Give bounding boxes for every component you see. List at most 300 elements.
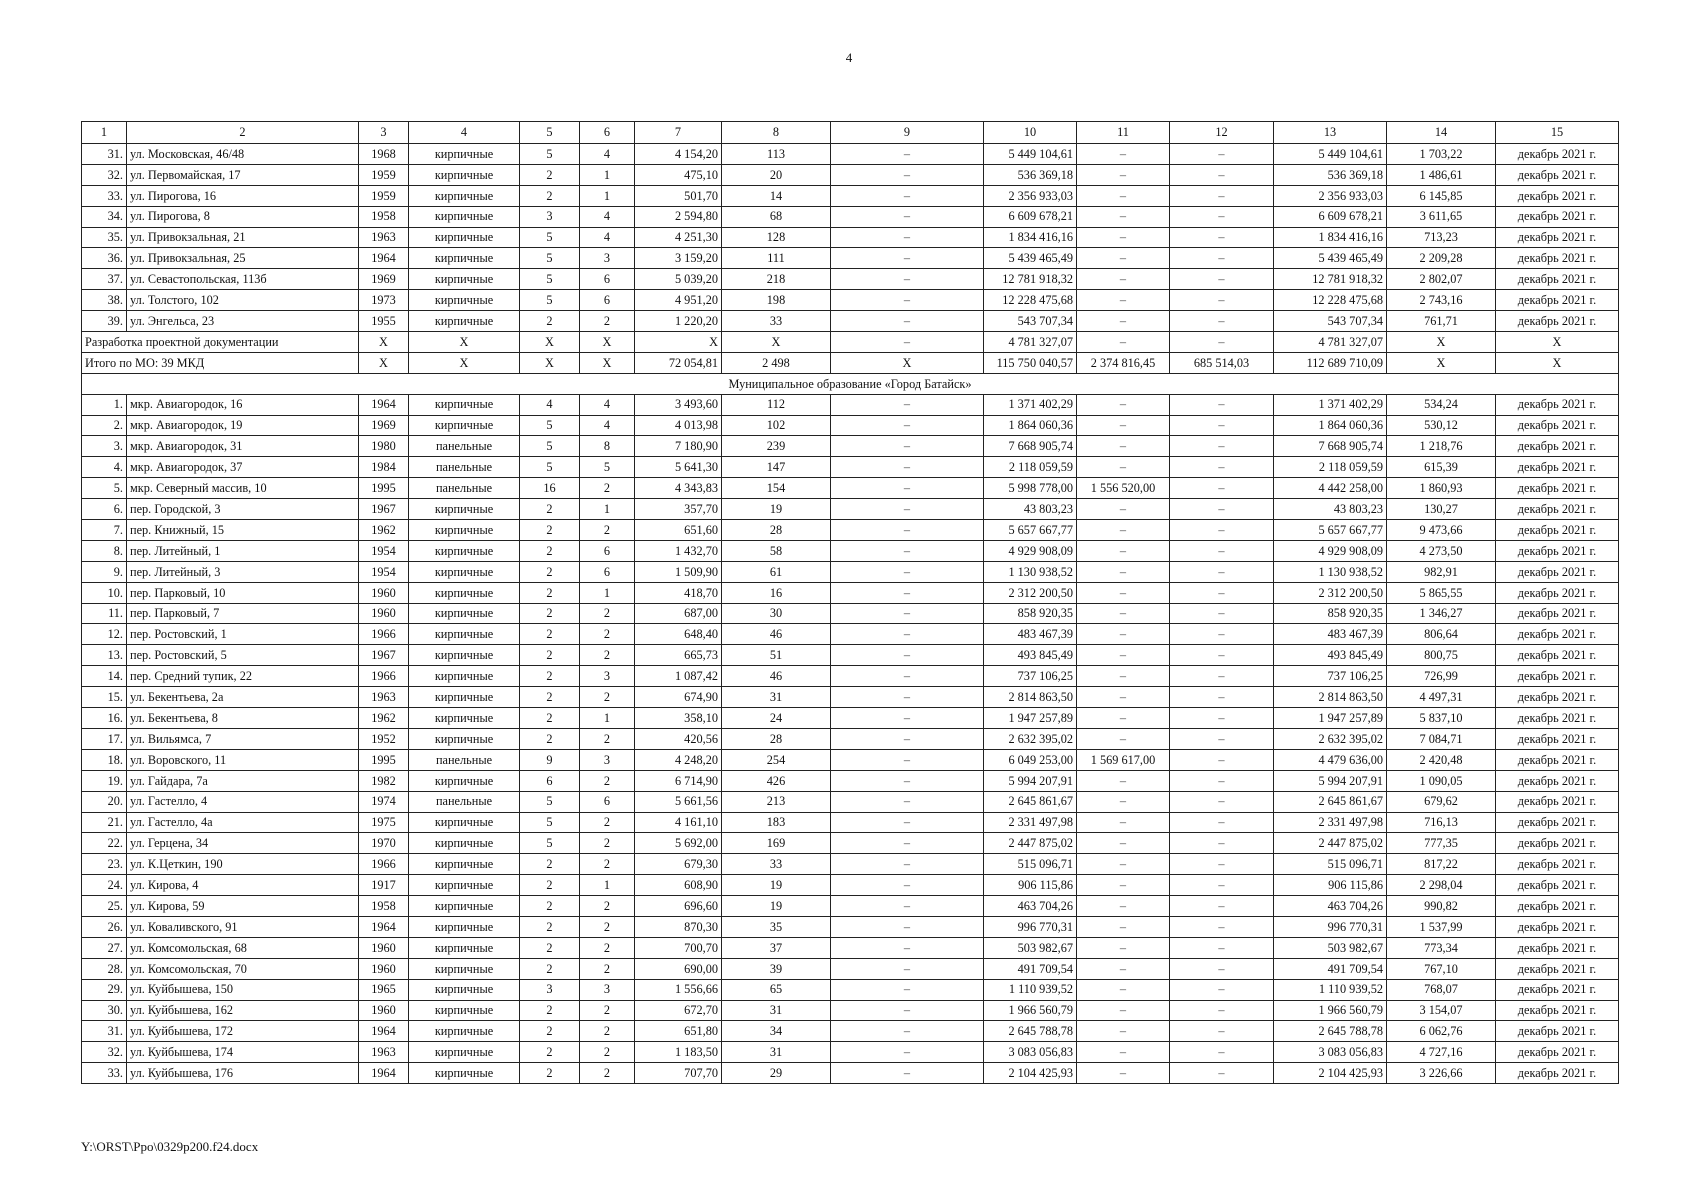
table-cell: 2 420,48 xyxy=(1387,749,1496,770)
table-cell: – xyxy=(1077,875,1170,896)
table-cell: 418,70 xyxy=(635,582,722,603)
table-cell: декабрь 2021 г. xyxy=(1496,687,1619,708)
table-cell: 6 062,76 xyxy=(1387,1021,1496,1042)
table-cell: 43 803,23 xyxy=(984,499,1077,520)
table-cell: 1960 xyxy=(359,1000,409,1021)
table-cell: 2 xyxy=(520,540,580,561)
table-cell: 1 218,76 xyxy=(1387,436,1496,457)
table-cell: – xyxy=(1170,958,1274,979)
table-cell: 6 xyxy=(520,770,580,791)
table-cell: – xyxy=(1170,457,1274,478)
table-cell: 5 xyxy=(520,791,580,812)
table-cell: 483 467,39 xyxy=(1274,624,1387,645)
table-cell: декабрь 2021 г. xyxy=(1496,979,1619,1000)
table-row xyxy=(82,499,1619,520)
table-cell: – xyxy=(1077,436,1170,457)
table-cell: декабрь 2021 г. xyxy=(1496,499,1619,520)
table-cell: – xyxy=(1077,770,1170,791)
table-cell: 5 xyxy=(520,812,580,833)
table-cell: 2 xyxy=(580,1042,635,1063)
table-cell: ул. Гастелло, 4а xyxy=(127,812,359,833)
table-cell: 30 xyxy=(722,603,831,624)
table-cell: 239 xyxy=(722,436,831,457)
table-cell: – xyxy=(1170,603,1274,624)
table-cell: – xyxy=(831,1042,984,1063)
table-cell: 7 668 905,74 xyxy=(1274,436,1387,457)
table-cell: декабрь 2021 г. xyxy=(1496,1042,1619,1063)
table-cell: 65 xyxy=(722,979,831,1000)
table-cell: 679,30 xyxy=(635,854,722,875)
table-cell: 5 837,10 xyxy=(1387,708,1496,729)
table-cell: 18. xyxy=(82,749,127,770)
table-cell: 2 xyxy=(520,311,580,332)
table-cell: – xyxy=(1077,812,1170,833)
table-cell: кирпичные xyxy=(409,269,520,290)
table-cell: 9 xyxy=(520,749,580,770)
table-cell: 15. xyxy=(82,687,127,708)
table-cell: 2 645 861,67 xyxy=(984,791,1077,812)
table-cell: – xyxy=(831,227,984,248)
table-cell: 4 xyxy=(580,144,635,165)
table-cell: 463 704,26 xyxy=(1274,896,1387,917)
table-cell: кирпичные xyxy=(409,1063,520,1084)
table-cell: 761,71 xyxy=(1387,311,1496,332)
table-cell: – xyxy=(831,749,984,770)
table-cell: 608,90 xyxy=(635,875,722,896)
table-cell: 687,00 xyxy=(635,603,722,624)
table-cell: 4 xyxy=(580,394,635,415)
table-cell: 25. xyxy=(82,896,127,917)
table-cell: 26. xyxy=(82,916,127,937)
table-cell: кирпичные xyxy=(409,144,520,165)
table-cell: 534,24 xyxy=(1387,394,1496,415)
table-cell: кирпичные xyxy=(409,499,520,520)
column-number: 6 xyxy=(580,122,635,144)
table-cell: 2 xyxy=(580,520,635,541)
column-number: 14 xyxy=(1387,122,1496,144)
column-number: 9 xyxy=(831,122,984,144)
table-cell: 5 998 778,00 xyxy=(984,478,1077,499)
table-cell: ул. Первомайская, 17 xyxy=(127,164,359,185)
table-cell: 1 087,42 xyxy=(635,666,722,687)
table-cell: 4. xyxy=(82,457,127,478)
table-cell: 1 834 416,16 xyxy=(1274,227,1387,248)
table-cell: – xyxy=(831,520,984,541)
table-cell: 43 803,23 xyxy=(1274,499,1387,520)
table-cell: – xyxy=(831,1000,984,1021)
table-cell: 3 xyxy=(580,248,635,269)
table-cell: 806,64 xyxy=(1387,624,1496,645)
table-cell: 31. xyxy=(82,1021,127,1042)
table-cell: 2 447 875,02 xyxy=(984,833,1077,854)
table-cell: 13. xyxy=(82,645,127,666)
table-cell: ул. Комсомольская, 68 xyxy=(127,937,359,958)
table-cell: – xyxy=(831,833,984,854)
table-cell: 1974 xyxy=(359,791,409,812)
table-row xyxy=(82,749,1619,770)
table-cell: – xyxy=(831,896,984,917)
table-cell: 4 xyxy=(580,415,635,436)
table-cell: 2 xyxy=(520,645,580,666)
table-cell: 8 xyxy=(580,436,635,457)
table-cell: декабрь 2021 г. xyxy=(1496,457,1619,478)
table-cell: 2 118 059,59 xyxy=(1274,457,1387,478)
table-cell: 2 xyxy=(520,708,580,729)
table-cell: 2 104 425,93 xyxy=(984,1063,1077,1084)
table-row xyxy=(82,269,1619,290)
table-cell: 14. xyxy=(82,666,127,687)
table-cell: 4 442 258,00 xyxy=(1274,478,1387,499)
table-cell: 115 750 040,57 xyxy=(984,352,1077,373)
table-cell: ул. Бекентьева, 8 xyxy=(127,708,359,729)
table-cell: – xyxy=(1170,875,1274,896)
table-cell: 39. xyxy=(82,311,127,332)
table-cell: 5 xyxy=(520,436,580,457)
table-body xyxy=(82,122,1619,1084)
table-cell: – xyxy=(1170,520,1274,541)
table-cell: – xyxy=(831,332,984,353)
table-cell: 2 118 059,59 xyxy=(984,457,1077,478)
table-cell: 1960 xyxy=(359,958,409,979)
table-row xyxy=(82,958,1619,979)
table-cell: – xyxy=(831,937,984,958)
table-cell: – xyxy=(831,206,984,227)
table-cell: декабрь 2021 г. xyxy=(1496,770,1619,791)
table-cell: декабрь 2021 г. xyxy=(1496,269,1619,290)
table-cell: 111 xyxy=(722,248,831,269)
table-row xyxy=(82,708,1619,729)
table-cell: 2 632 395,02 xyxy=(984,728,1077,749)
table-cell: пер. Литейный, 1 xyxy=(127,540,359,561)
table-cell: 493 845,49 xyxy=(1274,645,1387,666)
table-cell: – xyxy=(1077,144,1170,165)
table-cell: 651,60 xyxy=(635,520,722,541)
section-title: Муниципальное образование «Город Батайск» xyxy=(82,373,1619,394)
table-cell: – xyxy=(1170,499,1274,520)
table-row xyxy=(82,457,1619,478)
table-cell: ул. Пирогова, 16 xyxy=(127,185,359,206)
table-cell: – xyxy=(831,311,984,332)
table-cell: 737 106,25 xyxy=(984,666,1077,687)
table-cell: X xyxy=(580,332,635,353)
table-cell: – xyxy=(1170,708,1274,729)
table-cell: – xyxy=(1170,812,1274,833)
table-cell: 1995 xyxy=(359,478,409,499)
table-cell: 1962 xyxy=(359,520,409,541)
table-cell: 6. xyxy=(82,499,127,520)
table-cell: 4 781 327,07 xyxy=(1274,332,1387,353)
table-cell: 1 346,27 xyxy=(1387,603,1496,624)
table-cell: кирпичные xyxy=(409,185,520,206)
table-cell: 5 xyxy=(520,269,580,290)
table-cell: 726,99 xyxy=(1387,666,1496,687)
table-cell: кирпичные xyxy=(409,582,520,603)
table-cell: декабрь 2021 г. xyxy=(1496,666,1619,687)
table-cell: 2 356 933,03 xyxy=(1274,185,1387,206)
table-cell: X xyxy=(1496,352,1619,373)
table-cell: 254 xyxy=(722,749,831,770)
table-cell: 696,60 xyxy=(635,896,722,917)
table-cell: кирпичные xyxy=(409,937,520,958)
table-cell: 858 920,35 xyxy=(984,603,1077,624)
table-cell: 665,73 xyxy=(635,645,722,666)
table-cell: – xyxy=(1170,645,1274,666)
table-cell: – xyxy=(1170,206,1274,227)
table-cell: 2 743,16 xyxy=(1387,290,1496,311)
table-cell: кирпичные xyxy=(409,624,520,645)
table-cell: 3 xyxy=(580,666,635,687)
table-cell: 4 497,31 xyxy=(1387,687,1496,708)
table-cell: 1 090,05 xyxy=(1387,770,1496,791)
table-cell: ул. Кирова, 59 xyxy=(127,896,359,917)
table-cell: 1 432,70 xyxy=(635,540,722,561)
table-row xyxy=(82,770,1619,791)
table-cell: – xyxy=(1170,332,1274,353)
table-cell: 4 951,20 xyxy=(635,290,722,311)
table-cell: 5 xyxy=(520,144,580,165)
table-cell: декабрь 2021 г. xyxy=(1496,791,1619,812)
table-cell: кирпичные xyxy=(409,227,520,248)
table-cell: 5 xyxy=(520,227,580,248)
table-cell: кирпичные xyxy=(409,1021,520,1042)
table-cell: 5 xyxy=(580,457,635,478)
table-cell: 1959 xyxy=(359,164,409,185)
table-cell: панельные xyxy=(409,436,520,457)
table-cell: 3 226,66 xyxy=(1387,1063,1496,1084)
table-cell: 685 514,03 xyxy=(1170,352,1274,373)
table-cell: кирпичные xyxy=(409,206,520,227)
table-row xyxy=(82,875,1619,896)
table-cell: 1967 xyxy=(359,499,409,520)
table-cell: ул. Коваливского, 91 xyxy=(127,916,359,937)
table-cell: – xyxy=(1170,290,1274,311)
housing-repair-table xyxy=(81,121,1619,1084)
table-cell: 2 xyxy=(520,728,580,749)
table-cell: ул. Энгельса, 23 xyxy=(127,311,359,332)
table-cell: 218 xyxy=(722,269,831,290)
table-cell: кирпичные xyxy=(409,248,520,269)
table-cell: 2 xyxy=(520,937,580,958)
table-cell: – xyxy=(1170,1042,1274,1063)
table-cell: 38. xyxy=(82,290,127,311)
table-cell: ул. Гайдара, 7а xyxy=(127,770,359,791)
table-cell: – xyxy=(1170,791,1274,812)
table-cell: – xyxy=(831,457,984,478)
column-number: 3 xyxy=(359,122,409,144)
table-cell: ул. Воровского, 11 xyxy=(127,749,359,770)
table-cell: 1 947 257,89 xyxy=(984,708,1077,729)
table-cell: 2 xyxy=(580,958,635,979)
table-cell: ул. К.Цеткин, 190 xyxy=(127,854,359,875)
table-cell: 2 xyxy=(580,478,635,499)
table-cell: – xyxy=(1170,164,1274,185)
column-number: 10 xyxy=(984,122,1077,144)
table-cell: 2 xyxy=(520,1000,580,1021)
table-row xyxy=(82,1042,1619,1063)
table-row xyxy=(82,206,1619,227)
table-cell: – xyxy=(1077,269,1170,290)
table-cell: 1. xyxy=(82,394,127,415)
table-cell: 4 727,16 xyxy=(1387,1042,1496,1063)
table-cell: ул. Московская, 46/48 xyxy=(127,144,359,165)
table-cell: 2 xyxy=(580,311,635,332)
table-cell: 4 161,10 xyxy=(635,812,722,833)
table-cell: 2 xyxy=(580,812,635,833)
table-cell: 674,90 xyxy=(635,687,722,708)
table-row xyxy=(82,311,1619,332)
table-cell: декабрь 2021 г. xyxy=(1496,185,1619,206)
table-cell: – xyxy=(831,875,984,896)
table-cell: 2 xyxy=(520,666,580,687)
table-cell: 7 180,90 xyxy=(635,436,722,457)
table-cell: 32. xyxy=(82,164,127,185)
table-cell: 102 xyxy=(722,415,831,436)
table-cell: 1917 xyxy=(359,875,409,896)
table-cell: 30. xyxy=(82,1000,127,1021)
table-cell: кирпичные xyxy=(409,728,520,749)
table-cell: – xyxy=(1170,1021,1274,1042)
table-cell: – xyxy=(831,1021,984,1042)
table-row xyxy=(82,812,1619,833)
table-cell: 2 xyxy=(520,164,580,185)
table-cell: кирпичные xyxy=(409,979,520,1000)
table-cell: кирпичные xyxy=(409,854,520,875)
section-title-row xyxy=(82,373,1619,394)
table-cell: – xyxy=(831,854,984,875)
table-cell: – xyxy=(1170,478,1274,499)
table-cell: 1 220,20 xyxy=(635,311,722,332)
table-cell: декабрь 2021 г. xyxy=(1496,875,1619,896)
table-cell: пер. Парковый, 7 xyxy=(127,603,359,624)
table-cell: 503 982,67 xyxy=(984,937,1077,958)
table-cell: 5 039,20 xyxy=(635,269,722,290)
table-cell: 2 xyxy=(520,499,580,520)
table-cell: – xyxy=(1170,144,1274,165)
table-cell: – xyxy=(1077,603,1170,624)
table-cell: 2 xyxy=(580,1000,635,1021)
table-cell: ул. Севастопольская, 113б xyxy=(127,269,359,290)
table-row xyxy=(82,666,1619,687)
table-cell: кирпичные xyxy=(409,896,520,917)
table-cell: – xyxy=(1077,979,1170,1000)
table-cell: кирпичные xyxy=(409,916,520,937)
table-cell: 183 xyxy=(722,812,831,833)
table-cell: 2 312 200,50 xyxy=(1274,582,1387,603)
table-cell: – xyxy=(1077,520,1170,541)
table-cell: 817,22 xyxy=(1387,854,1496,875)
table-cell: – xyxy=(1077,958,1170,979)
table-cell: декабрь 2021 г. xyxy=(1496,478,1619,499)
table-cell: кирпичные xyxy=(409,875,520,896)
table-cell: – xyxy=(1170,916,1274,937)
table-cell: 3 xyxy=(580,979,635,1000)
table-cell: 58 xyxy=(722,540,831,561)
table-cell: – xyxy=(831,436,984,457)
table-cell: 4 154,20 xyxy=(635,144,722,165)
table-cell: 5 865,55 xyxy=(1387,582,1496,603)
table-cell: 130,27 xyxy=(1387,499,1496,520)
table-cell: 4 273,50 xyxy=(1387,540,1496,561)
table-cell: – xyxy=(1077,708,1170,729)
table-cell: 5 994 207,91 xyxy=(1274,770,1387,791)
table-cell: 28 xyxy=(722,520,831,541)
table-cell: 777,35 xyxy=(1387,833,1496,854)
table-cell: X xyxy=(359,352,409,373)
table-cell: 2 xyxy=(520,624,580,645)
table-cell: кирпичные xyxy=(409,311,520,332)
table-cell: 37 xyxy=(722,937,831,958)
table-cell: 39 xyxy=(722,958,831,979)
table-cell: 1959 xyxy=(359,185,409,206)
table-cell: – xyxy=(831,415,984,436)
table-cell: – xyxy=(1170,937,1274,958)
table-cell: 6 xyxy=(580,561,635,582)
table-cell: 12 781 918,32 xyxy=(1274,269,1387,290)
file-path: Y:\ORST\Ppo\0329p200.f24.docx xyxy=(81,1139,259,1154)
table-cell: 16 xyxy=(520,478,580,499)
table-cell: – xyxy=(831,269,984,290)
table-cell: 2 645 788,78 xyxy=(984,1021,1077,1042)
table-cell: 1 183,50 xyxy=(635,1042,722,1063)
table-cell: ул. Пирогова, 8 xyxy=(127,206,359,227)
table-cell: 1 864 060,36 xyxy=(984,415,1077,436)
table-cell: кирпичные xyxy=(409,540,520,561)
table-cell: 6 xyxy=(580,290,635,311)
table-cell: – xyxy=(1077,645,1170,666)
table-cell: 6 145,85 xyxy=(1387,185,1496,206)
table-cell: 800,75 xyxy=(1387,645,1496,666)
table-cell: 530,12 xyxy=(1387,415,1496,436)
table-cell: 12 228 475,68 xyxy=(984,290,1077,311)
table-cell: 1 xyxy=(580,185,635,206)
table-cell: 1954 xyxy=(359,561,409,582)
table-cell: 1 569 617,00 xyxy=(1077,749,1170,770)
table-cell: 19. xyxy=(82,770,127,791)
table-cell: 491 709,54 xyxy=(984,958,1077,979)
table-cell: 4 781 327,07 xyxy=(984,332,1077,353)
table-cell: 2 331 497,98 xyxy=(1274,812,1387,833)
table-cell: 2 xyxy=(520,854,580,875)
table-row xyxy=(82,916,1619,937)
table-cell: пер. Литейный, 3 xyxy=(127,561,359,582)
table-cell: – xyxy=(831,478,984,499)
table-cell: 2 xyxy=(520,916,580,937)
table-cell: 31 xyxy=(722,1042,831,1063)
table-cell: 768,07 xyxy=(1387,979,1496,1000)
table-cell: 1966 xyxy=(359,666,409,687)
table-row xyxy=(82,833,1619,854)
table-cell: 2 xyxy=(580,1021,635,1042)
table-cell: декабрь 2021 г. xyxy=(1496,540,1619,561)
table-cell: – xyxy=(1170,979,1274,1000)
table-cell: 3. xyxy=(82,436,127,457)
table-cell: ул. Куйбышева, 174 xyxy=(127,1042,359,1063)
table-cell: X xyxy=(520,332,580,353)
table-cell: 6 xyxy=(580,269,635,290)
table-cell: кирпичные xyxy=(409,394,520,415)
table-cell: 1 110 939,52 xyxy=(984,979,1077,1000)
table-cell: 5 xyxy=(520,457,580,478)
table-cell: 1966 xyxy=(359,624,409,645)
table-cell: 2 xyxy=(580,833,635,854)
table-cell: 707,70 xyxy=(635,1063,722,1084)
table-cell: 420,56 xyxy=(635,728,722,749)
table-cell: – xyxy=(1077,227,1170,248)
table-cell: декабрь 2021 г. xyxy=(1496,394,1619,415)
table-cell: декабрь 2021 г. xyxy=(1496,728,1619,749)
table-cell: 5. xyxy=(82,478,127,499)
table-cell: 716,13 xyxy=(1387,812,1496,833)
